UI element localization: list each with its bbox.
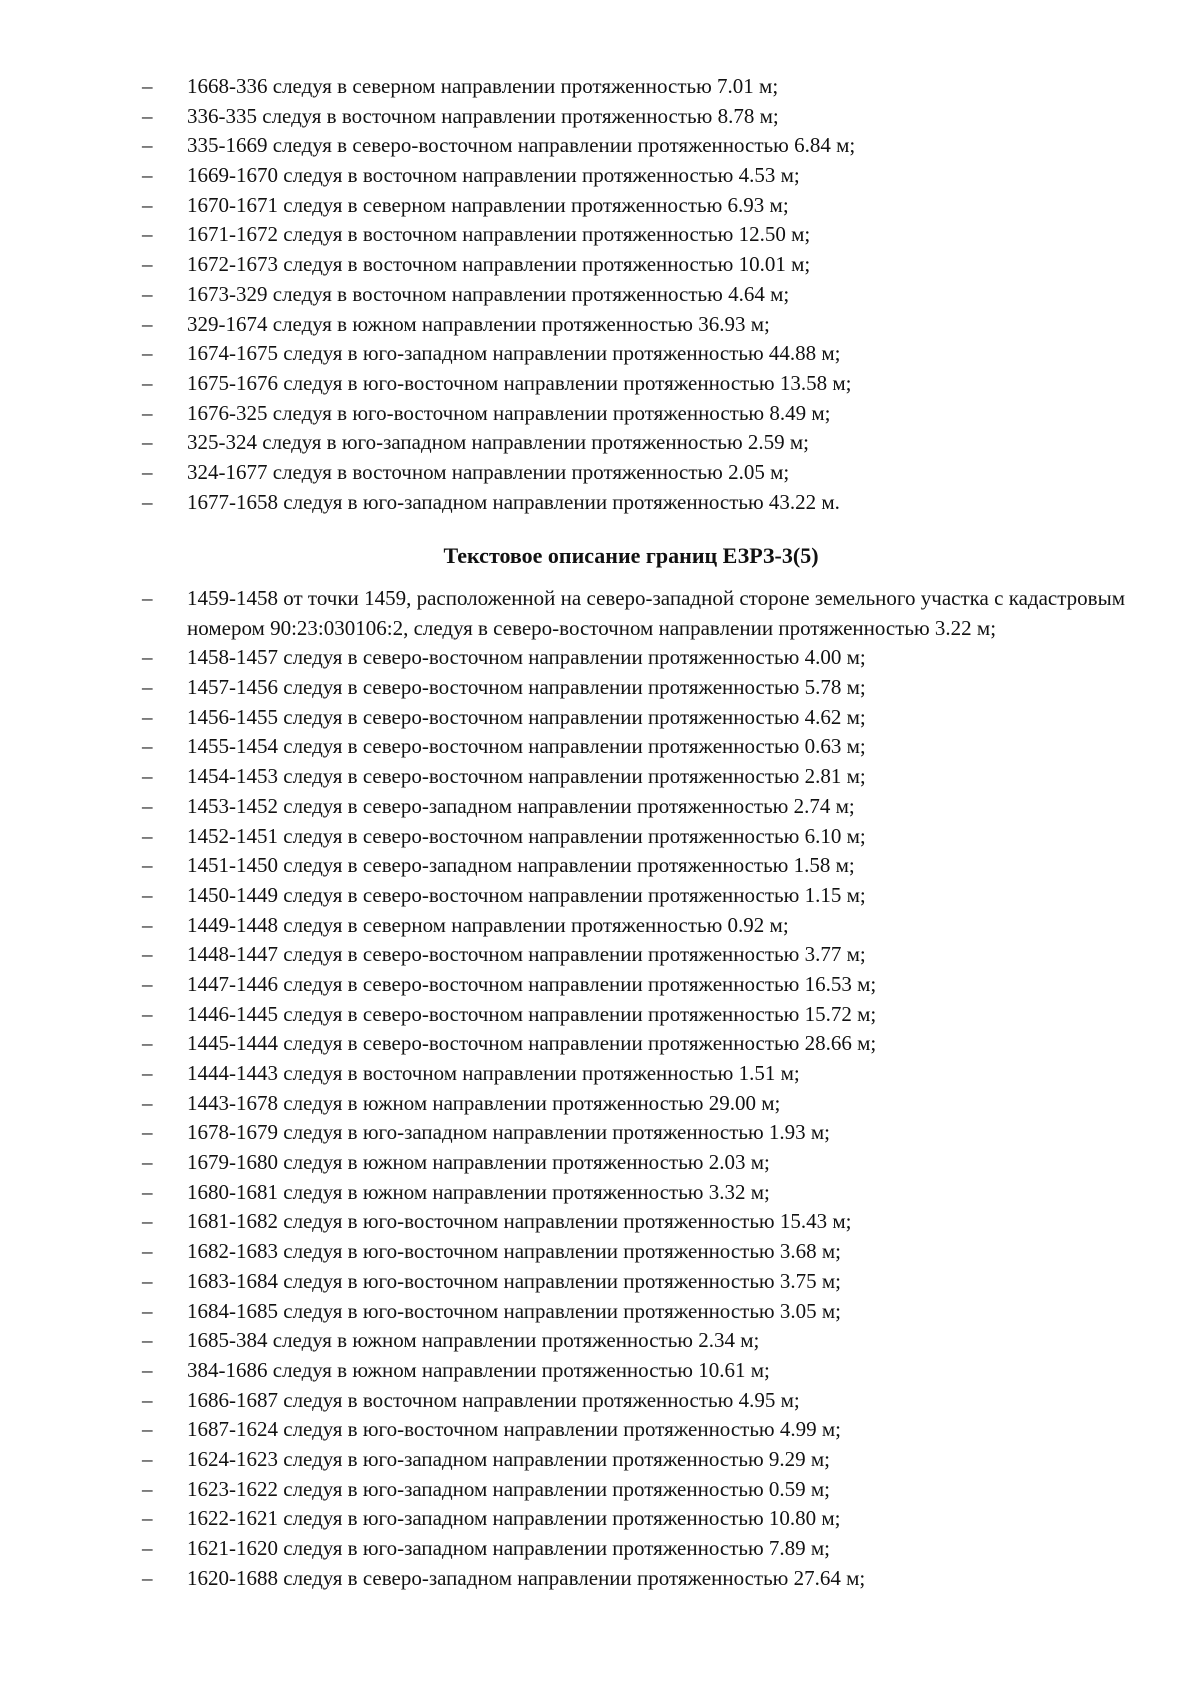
list-item (0, 131, 1200, 161)
list-dash: – (142, 1031, 153, 1056)
list-dash: – (142, 74, 153, 98)
list-dash: – (142, 764, 153, 789)
list-item-text: 1668-336 следуя в северном направлении протяженностью 7.01 м; (187, 74, 779, 98)
list-item-text: 1624-1623 следуя в юго-западном направлении протяженностью 9.29 м; (187, 1446, 831, 1471)
list-item-text: 1623-1622 следуя в юго-западном направлении протяженностью 0.59 м; (187, 1476, 831, 1501)
list-item-text: 1621-1620 следуя в юго-западном направлении протяженностью 7.89 м; (187, 1536, 831, 1561)
list-item (0, 458, 1200, 488)
list-item-text: 1451-1450 следуя в северо-западном направлении протяженностью 1.58 м; (187, 853, 855, 878)
list-dash: – (142, 1565, 153, 1590)
list-item-text: 1676-325 следуя в юго-восточном направлении протяженностью 8.49 м; (187, 400, 831, 425)
list-item (0, 762, 1200, 792)
list-item-text: 1670-1671 следуя в северном направлении протяженностью 6.93 м; (187, 192, 789, 217)
list-dash: – (142, 1328, 153, 1353)
list-item-text: 1674-1675 следуя в юго-западном направлении протяженностью 44.88 м; (187, 341, 841, 366)
list-dash: – (142, 1357, 153, 1382)
list-dash: – (142, 222, 153, 247)
list-item (0, 1326, 1200, 1356)
list-item-text: 1681-1682 следуя в юго-восточном направлении протяженностью 15.43 м; (187, 1209, 852, 1234)
list-dash: – (142, 675, 153, 700)
list-item (0, 250, 1200, 280)
list-item (0, 428, 1200, 458)
list-item (0, 792, 1200, 822)
list-dash: – (142, 1476, 153, 1501)
list-dash: – (142, 853, 153, 878)
list-dash: – (142, 400, 153, 425)
list-item-intro (0, 584, 1200, 643)
list-dash: – (142, 971, 153, 996)
list-item-text: 1669-1670 следуя в восточном направлении протяженностью 4.53 м; (187, 163, 800, 188)
list-item (0, 970, 1200, 1000)
list-item-text: 1620-1688 следуя в северо-западном направлении протяженностью 27.64 м; (187, 1565, 866, 1590)
list-item (0, 220, 1200, 250)
list-item (0, 732, 1200, 762)
list-item (0, 369, 1200, 399)
list-dash: – (142, 1120, 153, 1145)
list-dash: – (142, 341, 153, 366)
list-dash: – (142, 163, 153, 188)
list-item (0, 1059, 1200, 1089)
list-item (0, 851, 1200, 881)
list-item-text: 329-1674 следуя в южном направлении протяженностью 36.93 м; (187, 311, 770, 336)
list-dash: – (142, 912, 153, 937)
list-item-text: 1678-1679 следуя в юго-западном направлении протяженностью 1.93 м; (187, 1120, 831, 1145)
list-item-text: 325-324 следуя в юго-западном направлении протяженностью 2.59 м; (187, 430, 810, 455)
list-dash: – (142, 1298, 153, 1323)
list-dash: – (142, 103, 153, 128)
list-item (0, 102, 1200, 132)
list-item (0, 703, 1200, 733)
list-item (0, 940, 1200, 970)
list-dash: – (142, 1061, 153, 1086)
list-dash: – (142, 311, 153, 336)
boundary-list-ezrz (0, 584, 1200, 1593)
list-item (0, 1415, 1200, 1445)
list-item-text: 1445-1444 следуя в северо-восточном направлении протяженностью 28.66 м; (187, 1031, 877, 1056)
list-item (0, 1445, 1200, 1475)
list-item (0, 911, 1200, 941)
list-item (0, 1356, 1200, 1386)
list-item-text: 324-1677 следуя в восточном направлении протяженностью 2.05 м; (187, 459, 790, 484)
list-item (0, 1237, 1200, 1267)
section-heading: Текстовое описание границ ЕЗРЗ-3(5) (443, 543, 819, 568)
list-item (0, 1148, 1200, 1178)
list-dash: – (142, 1536, 153, 1561)
list-item-text: 1680-1681 следуя в южном направлении протяженностью 3.32 м; (187, 1179, 770, 1204)
list-dash: – (142, 1090, 153, 1115)
list-item-text: 1687-1624 следуя в юго-восточном направлении протяженностью 4.99 м; (187, 1417, 841, 1442)
list-dash: – (142, 1209, 153, 1234)
list-item (0, 72, 1200, 102)
list-dash: – (142, 370, 153, 395)
list-item-text: 1677-1658 следуя в юго-западном направлении протяженностью 43.22 м. (187, 489, 840, 514)
list-item (0, 161, 1200, 191)
list-dash: – (142, 459, 153, 484)
list-item-text: 1455-1454 следуя в северо-восточном направлении протяженностью 0.63 м; (187, 734, 866, 759)
list-item (0, 1207, 1200, 1237)
list-dash: – (142, 430, 153, 455)
list-item (0, 822, 1200, 852)
list-item (0, 191, 1200, 221)
list-dash: – (142, 1417, 153, 1442)
list-item-text: 1671-1672 следуя в восточном направлении протяженностью 12.50 м; (187, 222, 811, 247)
list-dash: – (142, 1268, 153, 1293)
list-item-text: 1622-1621 следуя в юго-западном направлении протяженностью 10.80 м; (187, 1506, 841, 1531)
list-item-text: 1443-1678 следуя в южном направлении протяженностью 29.00 м; (187, 1090, 781, 1115)
list-item-text: 1447-1446 следуя в северо-восточном направлении протяженностью 16.53 м; (187, 971, 877, 996)
list-item (0, 881, 1200, 911)
list-item-text: 1684-1685 следуя в юго-восточном направлении протяженностью 3.05 м; (187, 1298, 841, 1323)
list-item-text: 384-1686 следуя в южном направлении протяженностью 10.61 м; (187, 1357, 770, 1382)
list-dash: – (142, 704, 153, 729)
list-dash: – (142, 823, 153, 848)
list-item-text: 1683-1684 следуя в юго-восточном направлении протяженностью 3.75 м; (187, 1268, 841, 1293)
list-item-text: 1454-1453 следуя в северо-восточном направлении протяженностью 2.81 м; (187, 764, 866, 789)
list-item-text: 335-1669 следуя в северо-восточном направлении протяженностью 6.84 м; (187, 133, 856, 158)
list-item-text: 1452-1451 следуя в северо-восточном направлении протяженностью 6.10 м; (187, 823, 866, 848)
list-dash: – (142, 252, 153, 277)
list-item (0, 1089, 1200, 1119)
list-dash: – (142, 1150, 153, 1175)
list-item (0, 399, 1200, 429)
list-dash: – (142, 942, 153, 967)
list-item-text: 1685-384 следуя в южном направлении протяженностью 2.34 м; (187, 1328, 760, 1353)
list-dash: – (142, 1001, 153, 1026)
list-item-text: 1449-1448 следуя в северном направлении протяженностью 0.92 м; (187, 912, 789, 937)
list-item (0, 1118, 1200, 1148)
list-dash: – (142, 1446, 153, 1471)
list-dash: – (142, 281, 153, 306)
list-dash: – (142, 1387, 153, 1412)
list-item-text: 1682-1683 следуя в юго-восточном направлении протяженностью 3.68 м; (187, 1239, 841, 1264)
list-dash: – (142, 645, 153, 670)
list-item (0, 1267, 1200, 1297)
list-item (0, 673, 1200, 703)
list-item-text: 1457-1456 следуя в северо-восточном направлении протяженностью 5.78 м; (187, 675, 866, 700)
list-item-text: 1444-1443 следуя в восточном направлении протяженностью 1.51 м; (187, 1061, 800, 1086)
list-item-text: 1679-1680 следуя в южном направлении протяженностью 2.03 м; (187, 1150, 770, 1175)
list-item-text: 1672-1673 следуя в восточном направлении протяженностью 10.01 м; (187, 252, 811, 277)
list-item-text: 1686-1687 следуя в восточном направлении протяженностью 4.95 м; (187, 1387, 800, 1412)
list-dash: – (142, 1239, 153, 1264)
list-item (0, 1504, 1200, 1534)
boundary-list-previous (0, 72, 1200, 517)
list-item (0, 1386, 1200, 1416)
list-item-text: 1675-1676 следуя в юго-восточном направлении протяженностью 13.58 м; (187, 370, 852, 395)
list-item (0, 1000, 1200, 1030)
list-dash: – (142, 734, 153, 759)
list-dash: – (142, 586, 153, 610)
list-item-text: 1458-1457 следуя в северо-восточном направлении протяженностью 4.00 м; (187, 645, 866, 670)
list-item (0, 488, 1200, 518)
list-item (0, 1475, 1200, 1505)
list-dash: – (142, 882, 153, 907)
list-item-text: 1450-1449 следуя в северо-восточном направлении протяженностью 1.15 м; (187, 882, 866, 907)
list-item-text: 336-335 следуя в восточном направлении протяженностью 8.78 м; (187, 103, 779, 128)
list-item-text: 1453-1452 следуя в северо-западном направлении протяженностью 2.74 м; (187, 793, 855, 818)
list-dash: – (142, 489, 153, 514)
list-item (0, 1029, 1200, 1059)
list-dash: – (142, 1506, 153, 1531)
list-item-text: 1446-1445 следуя в северо-восточном направлении протяженностью 15.72 м; (187, 1001, 877, 1026)
list-dash: – (142, 1179, 153, 1204)
list-item (0, 1178, 1200, 1208)
list-item (0, 1534, 1200, 1564)
list-dash: – (142, 192, 153, 217)
list-dash: – (142, 793, 153, 818)
list-item (0, 310, 1200, 340)
list-item-text: 1459-1458 от точки 1459, расположенной на северо-западной стороне земельного участка с кадастровым номером 90:23:030106:2, следуя в северо-восточном направлении протяженностью 3.22 м; (187, 586, 1125, 640)
list-item (0, 339, 1200, 369)
list-item (0, 1297, 1200, 1327)
list-item-text: 1673-329 следуя в восточном направлении протяженностью 4.64 м; (187, 281, 790, 306)
list-item-text: 1448-1447 следуя в северо-восточном направлении протяженностью 3.77 м; (187, 942, 866, 967)
list-item (0, 643, 1200, 673)
list-item (0, 1564, 1200, 1594)
list-item (0, 280, 1200, 310)
list-dash: – (142, 133, 153, 158)
list-item-text: 1456-1455 следуя в северо-восточном направлении протяженностью 4.62 м; (187, 704, 866, 729)
